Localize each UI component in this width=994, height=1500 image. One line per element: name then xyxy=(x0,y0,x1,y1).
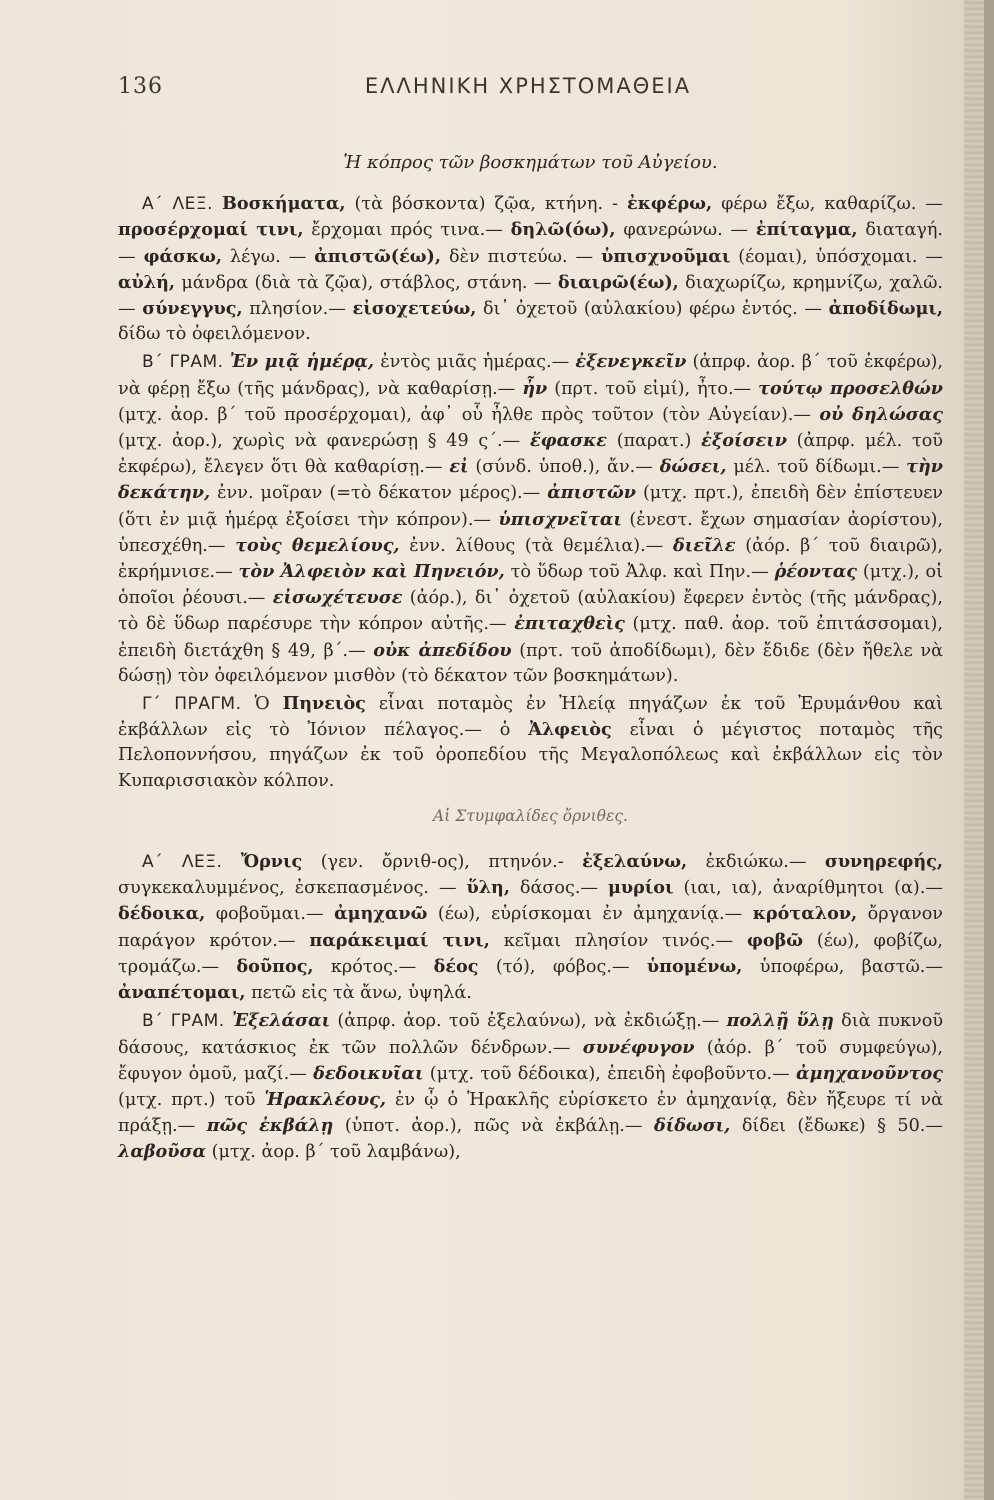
headword: κρόταλον, xyxy=(752,903,858,925)
headword: οὐ δηλώσας xyxy=(819,403,944,425)
gloss-text: τὸ ὕδωρ τοῦ Ἀλφ. καὶ Πην.— xyxy=(504,562,775,583)
headword: τὴν δεκάτην, xyxy=(118,456,943,504)
gloss-text: κεῖμαι πλησίον τινός.— xyxy=(489,930,747,951)
headword: Ἀλφειὸς xyxy=(528,719,612,741)
gloss-text: διὰ πυκνοῦ δάσους, κατάσκιος ἐκ τῶν πολλῶν δένδρων.— xyxy=(118,1011,944,1058)
section-label: Β΄ ΓΡΑΜ. xyxy=(142,352,224,373)
headword: Ὄρνις xyxy=(240,851,303,873)
grammar-paragraph xyxy=(118,349,943,689)
headword: διαιρῶ(έω), xyxy=(557,271,679,293)
headword: λαβοῦσα xyxy=(118,1141,207,1163)
gloss-text: δὲν πιστεύω. — xyxy=(440,246,602,267)
headword: δοῦπος, xyxy=(236,955,314,977)
gloss-text: διαταγή. — xyxy=(118,220,943,267)
headword: ἐπίταγμα, xyxy=(755,219,858,241)
headword: Ἡρακλέους, xyxy=(264,1088,386,1110)
gloss-text: (έομαι), ὑπόσχομαι. — xyxy=(730,246,943,267)
gloss-text: συγκεκαλυμμένος, ἐσκεπασμένος. — xyxy=(118,878,467,899)
gloss-text: (ἀόρ.), δι᾽ ὀχετοῦ (αὐλακίου) ἔφερεν ἐντὸς (τῆς μάνδρας), τὸ δὲ ὕδωρ παρέσυρε τὴν κόπρον αὐτῆς.— xyxy=(118,588,943,635)
headword: παράκειμαί τινι, xyxy=(309,929,490,951)
page-body xyxy=(118,150,943,1168)
gloss-text: (ἀπρφ. ἀορ. β΄ τοῦ ἐκφέρω), νὰ φέρῃ ἔξω (τῆς μάνδρας), νὰ καθαρίσῃ.— xyxy=(118,352,943,399)
headword: σύνεγγυς, xyxy=(142,298,243,320)
gloss-text: (μτχ. ἀορ. β΄ τοῦ προσέρχομαι), ἀφ᾽ οὗ ἦλθε πρὸς τοῦτον (τὸν Αὐγείαν).— xyxy=(118,404,820,425)
gloss-text: δι᾽ ὀχετοῦ (αὐλακίου) φέρω ἐντός. — xyxy=(476,299,829,320)
gloss-text: (ἀόρ. β΄ τοῦ διαιρῶ), ἐκρήμνισε.— xyxy=(118,535,943,583)
section-label: Α΄ ΛΕΞ. xyxy=(142,852,223,873)
gloss-text: ἐντὸς μιᾶς ἡμέρας.— xyxy=(374,352,576,373)
gloss-text: εἶναι ποταμὸς ἐν Ἠλείᾳ πηγάζων ἐκ τοῦ Ἐρυμάνθου καὶ ἐκβάλλων εἰς τὸ Ἰόνιον πέλαγος.— ὁ xyxy=(118,694,943,741)
gloss-text: φέρω ἔξω, καθαρίζω. — xyxy=(712,194,944,215)
gloss-text: (τὰ βόσκοντα) ζῷα, κτήνη. - xyxy=(345,194,628,215)
headword: φοβῶ xyxy=(746,929,804,951)
gloss-text: ἐκδιώκω.— xyxy=(687,852,825,873)
gloss-text: Ὁ xyxy=(254,694,283,715)
gloss-text: (έω), εὑρίσκομαι ἐν ἀμηχανίᾳ.— xyxy=(427,904,753,925)
grammar-text xyxy=(118,1011,943,1162)
headword: εἰσοχετεύω, xyxy=(352,298,477,320)
headword: ἀποδίδωμι, xyxy=(828,298,944,320)
headword: ἐξοίσειν xyxy=(701,430,787,452)
gloss-text: (τό), φόβος.— xyxy=(478,956,647,977)
gloss-text: (παρατ.) xyxy=(606,431,702,452)
grammar-paragraph xyxy=(118,1008,943,1165)
headword: συνηρεφής, xyxy=(824,851,943,873)
gloss-text: (μτχ.), οἱ ὁποῖοι ῥέουσι.— xyxy=(118,562,943,609)
headword: δέος xyxy=(433,955,479,977)
headword: αὐλή, xyxy=(118,271,175,293)
headword: τούτῳ προσελθών xyxy=(758,377,943,399)
gloss-text: λέγω. — xyxy=(222,246,315,267)
headword: ἀναπέτομαι, xyxy=(118,982,246,1004)
gloss-text: (σύνδ. ὑποθ.), ἄν.— xyxy=(468,457,660,478)
headword: τοὺς θεμελίους, xyxy=(235,534,400,556)
gloss-text: (μτχ. παθ. ἀορ. τοῦ ἐπιτάσσομαι), ἐπειδὴ διετάχθη § 49, β΄.— xyxy=(118,614,943,661)
section-label: Γ΄ ΠΡΑΓΜ. xyxy=(142,694,242,715)
headword: ὑπισχνεῖται xyxy=(498,508,622,530)
gloss-text: φανερώνω. — xyxy=(615,220,756,241)
realia-text xyxy=(118,694,943,791)
headword: ἀπιστῶν xyxy=(547,482,636,504)
gloss-text: (μτχ. τοῦ δέδοικα), ἐπειδὴ ἐφοβοῦντο.— xyxy=(423,1063,797,1084)
gloss-text: (πρτ. τοῦ εἰμί), ἦτο.— xyxy=(547,378,759,399)
gloss-text: (ἐνεστ. ἔχων σημασίαν ἀορίστου), ὑπεσχέθη.— xyxy=(118,509,943,556)
gloss-text: (μτχ. πρτ.), ἐπειδὴ δὲν ἐπίστευεν (ὅτι ἐν μιᾷ ἡμέρᾳ ἐξοίσει τὴν κόπρον).— xyxy=(118,483,944,530)
headword: ῥέοντας xyxy=(774,561,857,583)
page-edge-shadow xyxy=(984,0,994,1500)
gloss-text: δίδω τὸ ὀφειλόμενον. xyxy=(118,324,311,345)
headword: Ἐν μιᾷ ἡμέρᾳ, xyxy=(229,351,375,373)
page-header xyxy=(118,74,938,114)
section-title-stymphalian-birds: Αἱ Στυμφαλίδες ὄρνιθες. xyxy=(433,806,628,825)
headword: ἔφασκε xyxy=(529,430,607,452)
gloss-text: (ἀόρ. β΄ τοῦ συμφεύγω), ἔφυγον ὁμοῦ, μαζί.— xyxy=(118,1037,943,1084)
headword: δηλῶ(όω), xyxy=(510,219,616,241)
headword: εἰ xyxy=(449,456,469,478)
headword: Ἐξελάσαι xyxy=(231,1010,331,1032)
section-label: Β΄ ΓΡΑΜ. xyxy=(142,1011,225,1032)
gloss-text: μάνδρα (διὰ τὰ ζῷα), στάβλος, στάνη. — xyxy=(175,272,558,293)
grammar-text xyxy=(118,352,943,685)
gloss-text: ὑποφέρω, βαστῶ.— xyxy=(742,956,943,977)
gloss-text: εἶναι ὁ μέγιστος ποταμὸς τῆς Πελοποννήσου, πηγάζων ἐκ τοῦ ὀροπεδίου τῆς Μεγαλοπόλεως καὶ ἐκβάλλων εἰς τὸν Κυπαρισσιακὸν κόλπον. xyxy=(118,720,943,791)
headword: ὑπισχνοῦμαι xyxy=(601,245,731,267)
gloss-text: (μτχ. ἀορ.), χωρὶς νὰ φανερώσῃ § 49 ς΄.— xyxy=(118,431,530,452)
headword: ὕλη, xyxy=(466,877,510,899)
headword: διεῖλε xyxy=(673,534,736,556)
gloss-text: ἔρχομαι πρός τινα.— xyxy=(303,220,511,241)
gloss-text: διαχωρίζω, κρημνίζω, χαλῶ. — xyxy=(118,272,944,320)
section-title-augeas: Ἡ κόπρος τῶν βοσκημάτων τοῦ Αὐγείου. xyxy=(343,152,718,173)
headword: δεδοικυῖαι xyxy=(313,1062,424,1084)
headword: ἐκφέρω, xyxy=(627,193,713,215)
gloss-text: (πρτ. τοῦ ἀποδίδωμι), δὲν ἔδιδε (δὲν ἤθελε νὰ δώσῃ) τὸν ὀφειλόμενον μισθὸν (τὸ δέκατον τῶν βοσκημάτων). xyxy=(118,640,943,686)
gloss-text: ἐνν. λίθους (τὰ θεμέλια).— xyxy=(399,535,673,556)
headword: ἐξενεγκεῖν xyxy=(575,351,687,373)
headword: μυρίοι xyxy=(607,877,674,899)
gloss-text: πλησίον.— xyxy=(242,299,353,320)
gloss-text: ὄργανον παράγον κρότον.— xyxy=(118,904,943,951)
page-number: 136 xyxy=(118,74,163,99)
headword: Βοσκήματα, xyxy=(222,193,346,215)
headword: δίδωσι, xyxy=(653,1115,731,1137)
gloss-text: ἐνν. μοῖραν (=τὸ δέκατον μέρος).— xyxy=(210,483,548,504)
gloss-text: ἐν ᾧ ὁ Ἡρακλῆς εὑρίσκετο ἐν ἀμηχανίᾳ, δὲν ἤξευρε τί νὰ πράξῃ.— xyxy=(118,1089,943,1137)
headword: πολλῇ ὕλῃ xyxy=(726,1010,834,1032)
headword: δέδοικα, xyxy=(118,903,206,925)
running-title: ΕΛΛΗΝΙΚΗ ΧΡΗΣΤΟΜΑΘΕΙΑ xyxy=(364,74,692,98)
realia-paragraph xyxy=(118,691,943,794)
headword: ἦν xyxy=(522,377,548,399)
headword: ἀπιστῶ(έω), xyxy=(314,245,441,267)
gloss-text: (ιαι, ια), ἀναρίθμητοι (α).— xyxy=(673,878,943,899)
gloss-text: (ἀπρφ. ἀορ. τοῦ ἐξελαύνω), νὰ ἐκδιώξῃ.— xyxy=(330,1011,727,1032)
gloss-text: (έω), φοβίζω, τρομάζω.— xyxy=(118,930,943,977)
gloss-text: (μτχ. πρτ.) τοῦ xyxy=(118,1089,265,1110)
headword: φάσκω, xyxy=(143,245,223,267)
lexicon-text xyxy=(118,852,943,1003)
gloss-text: δάσος.— xyxy=(509,878,608,899)
section-label: Α΄ ΛΕΞ. xyxy=(142,194,213,215)
headword: ἐξελαύνω, xyxy=(582,851,688,873)
headword: δώσει, xyxy=(659,456,727,478)
gloss-text: (ἀπρφ. μέλ. τοῦ ἐκφέρω), ἔλεγεν ὅτι θὰ καθαρίσῃ.— xyxy=(118,431,943,478)
gloss-text: δίδει (ἔδωκε) § 50.— xyxy=(730,1116,943,1137)
headword: προσέρχομαί τινι, xyxy=(118,219,304,241)
lexicon-paragraph xyxy=(118,849,943,1006)
headword: ἐπιταχθεὶς xyxy=(514,613,625,635)
lexicon-paragraph xyxy=(118,191,943,347)
gloss-text: μέλ. τοῦ δίδωμι.— xyxy=(726,457,907,478)
gloss-text: φοβοῦμαι.— xyxy=(205,904,335,925)
page-edge-stack xyxy=(964,0,986,1500)
headword: ὑπομένω, xyxy=(646,955,743,977)
gloss-text: (ὑποτ. ἀορ.), πῶς νὰ ἐκβάλῃ.— xyxy=(333,1116,654,1137)
headword: εἰσωχέτευσε xyxy=(272,587,403,609)
gloss-text: (μτχ. ἀορ. β΄ τοῦ λαμβάνω), xyxy=(206,1142,461,1163)
headword: τὸν Ἀλφειὸν καὶ Πηνειόν, xyxy=(238,561,505,583)
gloss-text: πετῶ εἰς τὰ ἄνω, ὑψηλά. xyxy=(245,983,472,1004)
headword: συνέφυγον xyxy=(582,1036,695,1058)
headword: ἀμηχανοῦντος xyxy=(796,1062,943,1084)
gloss-text: κρότος.— xyxy=(313,956,434,977)
headword: Πηνειὸς xyxy=(282,693,366,715)
gloss-text: (γεν. ὄρνιθ-ος), πτηνόν.- xyxy=(302,852,583,873)
lexicon-text xyxy=(118,194,943,344)
headword: πῶς ἐκβάλῃ xyxy=(206,1115,334,1137)
headword: ἀμηχανῶ xyxy=(334,903,428,925)
headword: οὐκ ἀπεδίδου xyxy=(373,639,512,661)
